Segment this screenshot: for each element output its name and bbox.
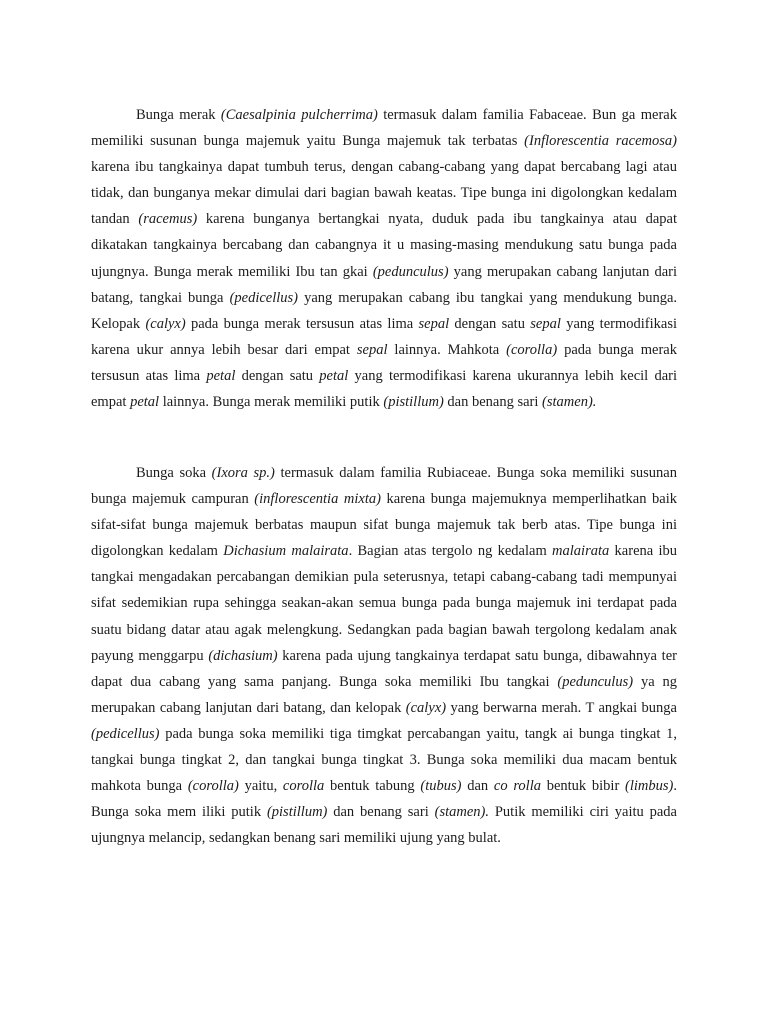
text-run: bentuk tabung bbox=[324, 778, 421, 795]
text-run: yang termodifikasi karena ukurannya lebih kecil dari empat bbox=[91, 367, 677, 411]
text-run: yang berwarna merah. T angkai bunga bbox=[446, 699, 677, 716]
text-run: dan bbox=[461, 778, 494, 795]
text-run: karena ibu tangkainya dapat tumbuh terus, dengan cabang-cabang yang dapat bercabang lagi atau tidak, dan bunganya mekar dimulai dari bagian bawah keatas. Tipe bunga ini digolongkan kedalam tandan bbox=[91, 159, 677, 228]
text-run: Bunga soka bbox=[136, 465, 212, 481]
text-run: lainnya. Bunga merak memiliki putik bbox=[159, 394, 384, 411]
text-run: . Bunga soka mem iliki putik bbox=[91, 778, 677, 821]
text-run: Putik memiliki ciri yaitu pada ujungnya melancip, sedangkan benang sari memiliki ujung yang bulat. bbox=[91, 804, 677, 847]
text-run: yang termodifikasi karena ukur annya lebih besar dari empat bbox=[91, 315, 678, 358]
text-run: dengan satu bbox=[449, 315, 531, 332]
italic-term: sepal bbox=[418, 315, 450, 332]
text-run: termasuk dalam familia Fabaceae. Bun ga merak memiliki susunan bunga majemuk yaitu Bunga majemuk tak terbatas bbox=[91, 107, 677, 150]
text-run: yang merupakan cabang lanjutan dari batang, tangkai bunga bbox=[91, 263, 677, 306]
italic-term: (pedicellus) bbox=[229, 289, 299, 306]
paragraph-bunga-soka bbox=[91, 460, 677, 851]
text-run: Bunga merak bbox=[136, 107, 221, 123]
text-run: karena pada ujung tangkainya terdapat satu bunga, dibawahnya ter dapat dua cabang yang sama panjang. Bunga soka memiliki Ibu tangkai bbox=[91, 647, 677, 690]
paragraph-bunga-merak bbox=[91, 102, 677, 415]
italic-term: (corolla) bbox=[187, 778, 239, 795]
italic-term: sepal bbox=[530, 315, 561, 332]
italic-term: (calyx) bbox=[405, 699, 447, 716]
text-run: karena ibu tangkai mengadakan percabangan demikian pula seterusnya, tetapi cabang-cabang tadi mempunyai sifat sedemikian rupa sehingga seakan-akan semua bunga pada bunga majemuk ini terdapat pada suatu bidang datar atau agak melengkung. Sedangkan pada bagian bawah tergolong kedalam anak payung menggarpu bbox=[91, 543, 678, 664]
italic-term: petal bbox=[206, 367, 236, 384]
italic-term: (pedicellus) bbox=[91, 725, 160, 742]
italic-term: (calyx) bbox=[145, 315, 186, 332]
text-run: pada bunga soka memiliki tiga timgkat percabangan yaitu, tangk ai bunga tingkat 1, tangkai bunga tingkat 2, dan tangkai bunga tingkat 3. Bunga soka memiliki dua macam bentuk mahkota bunga bbox=[91, 725, 677, 795]
text-run: pada bunga merak tersusun atas lima bbox=[185, 315, 419, 332]
text-run: bentuk bibir bbox=[540, 778, 626, 795]
italic-term: (Ixora sp.) bbox=[211, 465, 275, 481]
italic-term: sepal bbox=[356, 341, 388, 358]
italic-term: (stamen). bbox=[542, 394, 597, 411]
text-run: dengan satu bbox=[235, 367, 320, 384]
italic-term: (pistillum) bbox=[383, 394, 444, 411]
text-run: termasuk dalam familia Rubiaceae. Bunga soka memiliki susunan bunga majemuk campuran bbox=[91, 465, 677, 508]
text-run: lainnya. Mahkota bbox=[387, 341, 507, 358]
text-run: yaitu, bbox=[238, 778, 283, 795]
italic-term: (stamen). bbox=[434, 804, 489, 821]
italic-term: (tubus) bbox=[420, 778, 462, 795]
italic-term: (limbus) bbox=[625, 778, 674, 795]
italic-term: malairata bbox=[552, 543, 610, 560]
text-run: ya ng merupakan cabang lanjutan dari batang, dan kelopak bbox=[91, 673, 678, 716]
text-run: dan benang sari bbox=[443, 394, 543, 411]
italic-term: (corolla) bbox=[506, 341, 558, 358]
text-run: yang merupakan cabang ibu tangkai yang mendukung bunga. Kelopak bbox=[91, 289, 678, 332]
italic-term: (Inflorescentia racemosa) bbox=[524, 133, 677, 150]
text-run: pada bunga merak tersusun atas lima bbox=[91, 341, 677, 384]
italic-term: (pistillum) bbox=[266, 804, 328, 821]
italic-term: co rolla bbox=[493, 778, 541, 795]
italic-term: (pedunculus) bbox=[557, 673, 634, 690]
italic-term: (racemus) bbox=[138, 211, 198, 228]
italic-term: petal bbox=[319, 367, 349, 384]
italic-term: corolla bbox=[282, 778, 325, 795]
text-run: karena bunganya bertangkai nyata, duduk pada ibu tangkainya atau dapat dikatakan tangkainya bercabang dan cabangnya it u masing-masing mendukung satu bunga pada ujungnya. Bunga merak memiliki Ibu tan gkai bbox=[91, 211, 678, 280]
italic-term: petal bbox=[130, 394, 160, 411]
italic-term: (Caesalpinia pulcherrima) bbox=[220, 107, 378, 123]
italic-term: (pedunculus) bbox=[372, 263, 449, 280]
text-run: karena bunga majemuknya memperlihatkan baik sifat-sifat bunga majemuk berbatas maupun sifat bunga majemuk tak berb atas. Tipe bunga ini digolongkan kedalam bbox=[91, 491, 677, 560]
italic-term: (dichasium) bbox=[208, 647, 278, 664]
text-run: . Bagian atas tergolo ng kedalam bbox=[348, 543, 553, 560]
italic-term: Dichasium malairata bbox=[223, 543, 349, 560]
italic-term: (inflorescentia mixta) bbox=[254, 491, 381, 508]
text-run: dan benang sari bbox=[327, 804, 435, 821]
